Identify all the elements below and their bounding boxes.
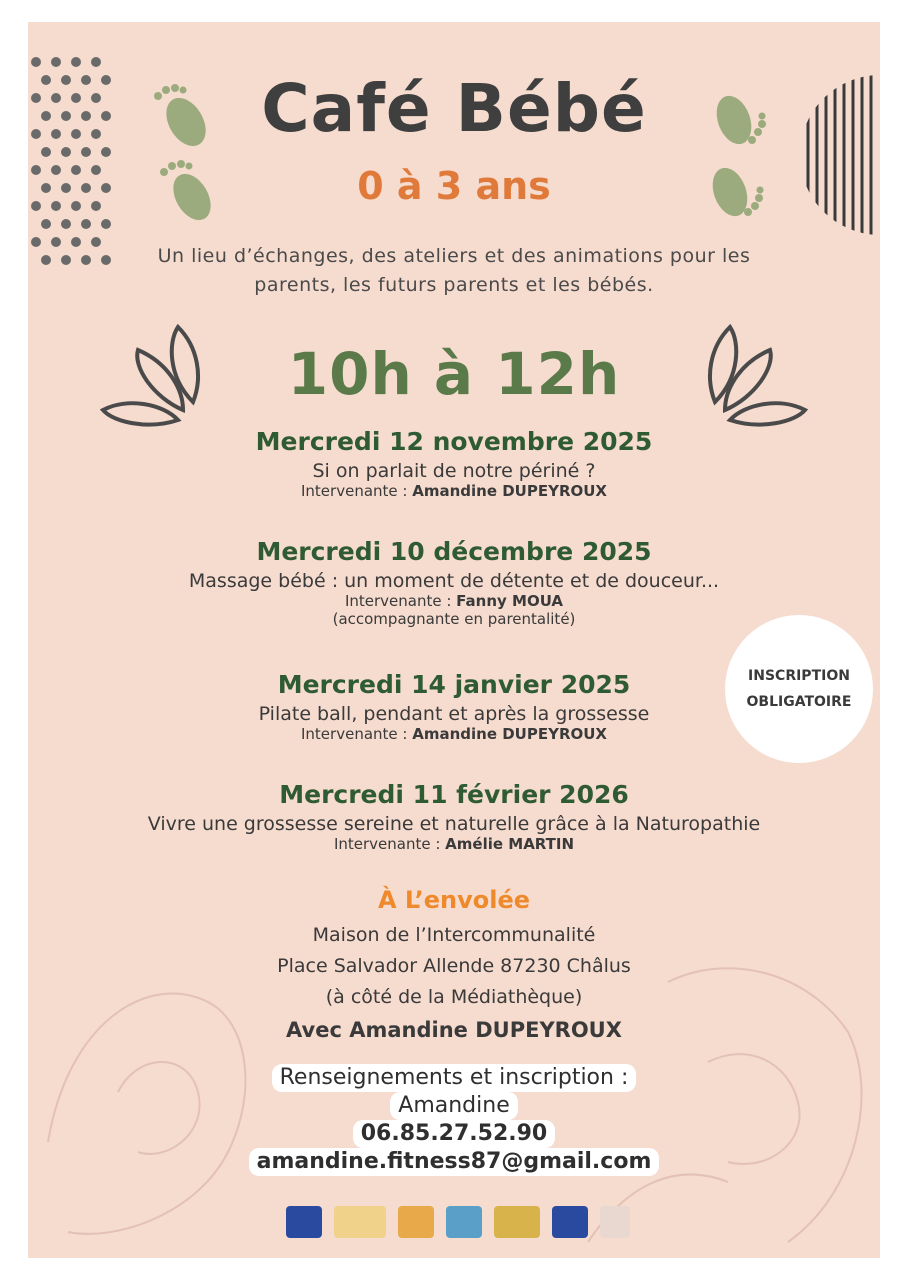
dot xyxy=(81,147,91,157)
age-range: 0 à 3 ans xyxy=(357,164,551,208)
session-topic: Si on parlait de notre périné ? xyxy=(312,460,596,482)
speaker-name: Amandine DUPEYROUX xyxy=(412,725,607,743)
session-note: (accompagnante en parentalité) xyxy=(332,610,576,628)
session-1 xyxy=(28,427,880,500)
badge-line-1: INSCRIPTION xyxy=(748,668,850,684)
speaker-prefix: Intervenante : xyxy=(301,725,413,743)
msa-logo xyxy=(552,1206,588,1238)
dot xyxy=(101,147,111,157)
speaker-prefix: Intervenante : xyxy=(333,835,446,853)
intro-text xyxy=(28,242,880,300)
address-line-1: Maison de l’Intercommunalité xyxy=(312,924,596,946)
session-topic: Massage bébé : un moment de détente et de douceur... xyxy=(188,570,720,592)
address-line-2: Place Salvador Allende 87230 Châlus xyxy=(277,955,631,977)
dot xyxy=(81,219,91,229)
address-line-3: (à côté de la Médiathèque) xyxy=(325,986,583,1008)
venue-name: À L’envolée xyxy=(377,886,531,914)
speaker-name: Fanny MOUA xyxy=(456,592,564,610)
speaker-name: Amélie MARTIN xyxy=(445,835,575,853)
registration-required-badge xyxy=(725,615,873,763)
badge-line-2: OBLIGATOIRE xyxy=(746,694,852,710)
host-name: Avec Amandine DUPEYROUX xyxy=(286,1018,622,1042)
session-speaker xyxy=(28,592,880,610)
speaker-prefix: Intervenante : xyxy=(344,592,457,610)
session-2 xyxy=(28,537,880,628)
dot xyxy=(101,219,111,229)
dot xyxy=(51,57,61,67)
session-speaker xyxy=(28,835,880,853)
dot xyxy=(71,57,81,67)
contact-email[interactable]: amandine.fitness87@gmail.com xyxy=(249,1148,660,1176)
communaute-communes-logo xyxy=(494,1206,540,1238)
session-date: Mercredi 10 décembre 2025 xyxy=(256,537,652,566)
dot xyxy=(41,147,51,157)
dot xyxy=(41,219,51,229)
speaker-name: Amandine DUPEYROUX xyxy=(412,482,607,500)
caf-logo xyxy=(286,1206,322,1238)
amandine-logo xyxy=(446,1206,482,1238)
venue-address xyxy=(28,920,880,1013)
dot xyxy=(61,219,71,229)
poster-title: Café Bébé xyxy=(261,70,647,147)
intro-line-2: parents, les futurs parents et les bébés. xyxy=(254,274,654,296)
flyer xyxy=(28,22,880,1258)
session-topic: Vivre une grossesse sereine et naturelle grâce à la Naturopathie xyxy=(147,813,761,835)
contact-block xyxy=(28,1064,880,1176)
session-topic: Pilate ball, pendant et après la grossesse xyxy=(258,703,650,725)
session-date: Mercredi 11 février 2026 xyxy=(279,780,629,809)
partner-logos xyxy=(286,1202,630,1242)
contact-label: Renseignements et inscription : xyxy=(272,1064,637,1092)
intro-line-1: Un lieu d’échanges, des ateliers et des animations pour les xyxy=(157,245,751,267)
msa-services-logo xyxy=(600,1206,630,1238)
association-logo xyxy=(334,1206,386,1238)
session-date: Mercredi 12 novembre 2025 xyxy=(255,427,653,456)
session-speaker xyxy=(28,482,880,500)
envolee-logo xyxy=(398,1206,434,1238)
contact-name: Amandine xyxy=(390,1092,517,1120)
session-date: Mercredi 14 janvier 2025 xyxy=(277,670,631,699)
dot xyxy=(61,147,71,157)
dot xyxy=(91,57,101,67)
contact-phone[interactable]: 06.85.27.52.90 xyxy=(353,1120,556,1148)
session-4 xyxy=(28,780,880,853)
dot xyxy=(31,57,41,67)
speaker-prefix: Intervenante : xyxy=(301,482,413,500)
opening-hours: 10h à 12h xyxy=(287,340,621,408)
